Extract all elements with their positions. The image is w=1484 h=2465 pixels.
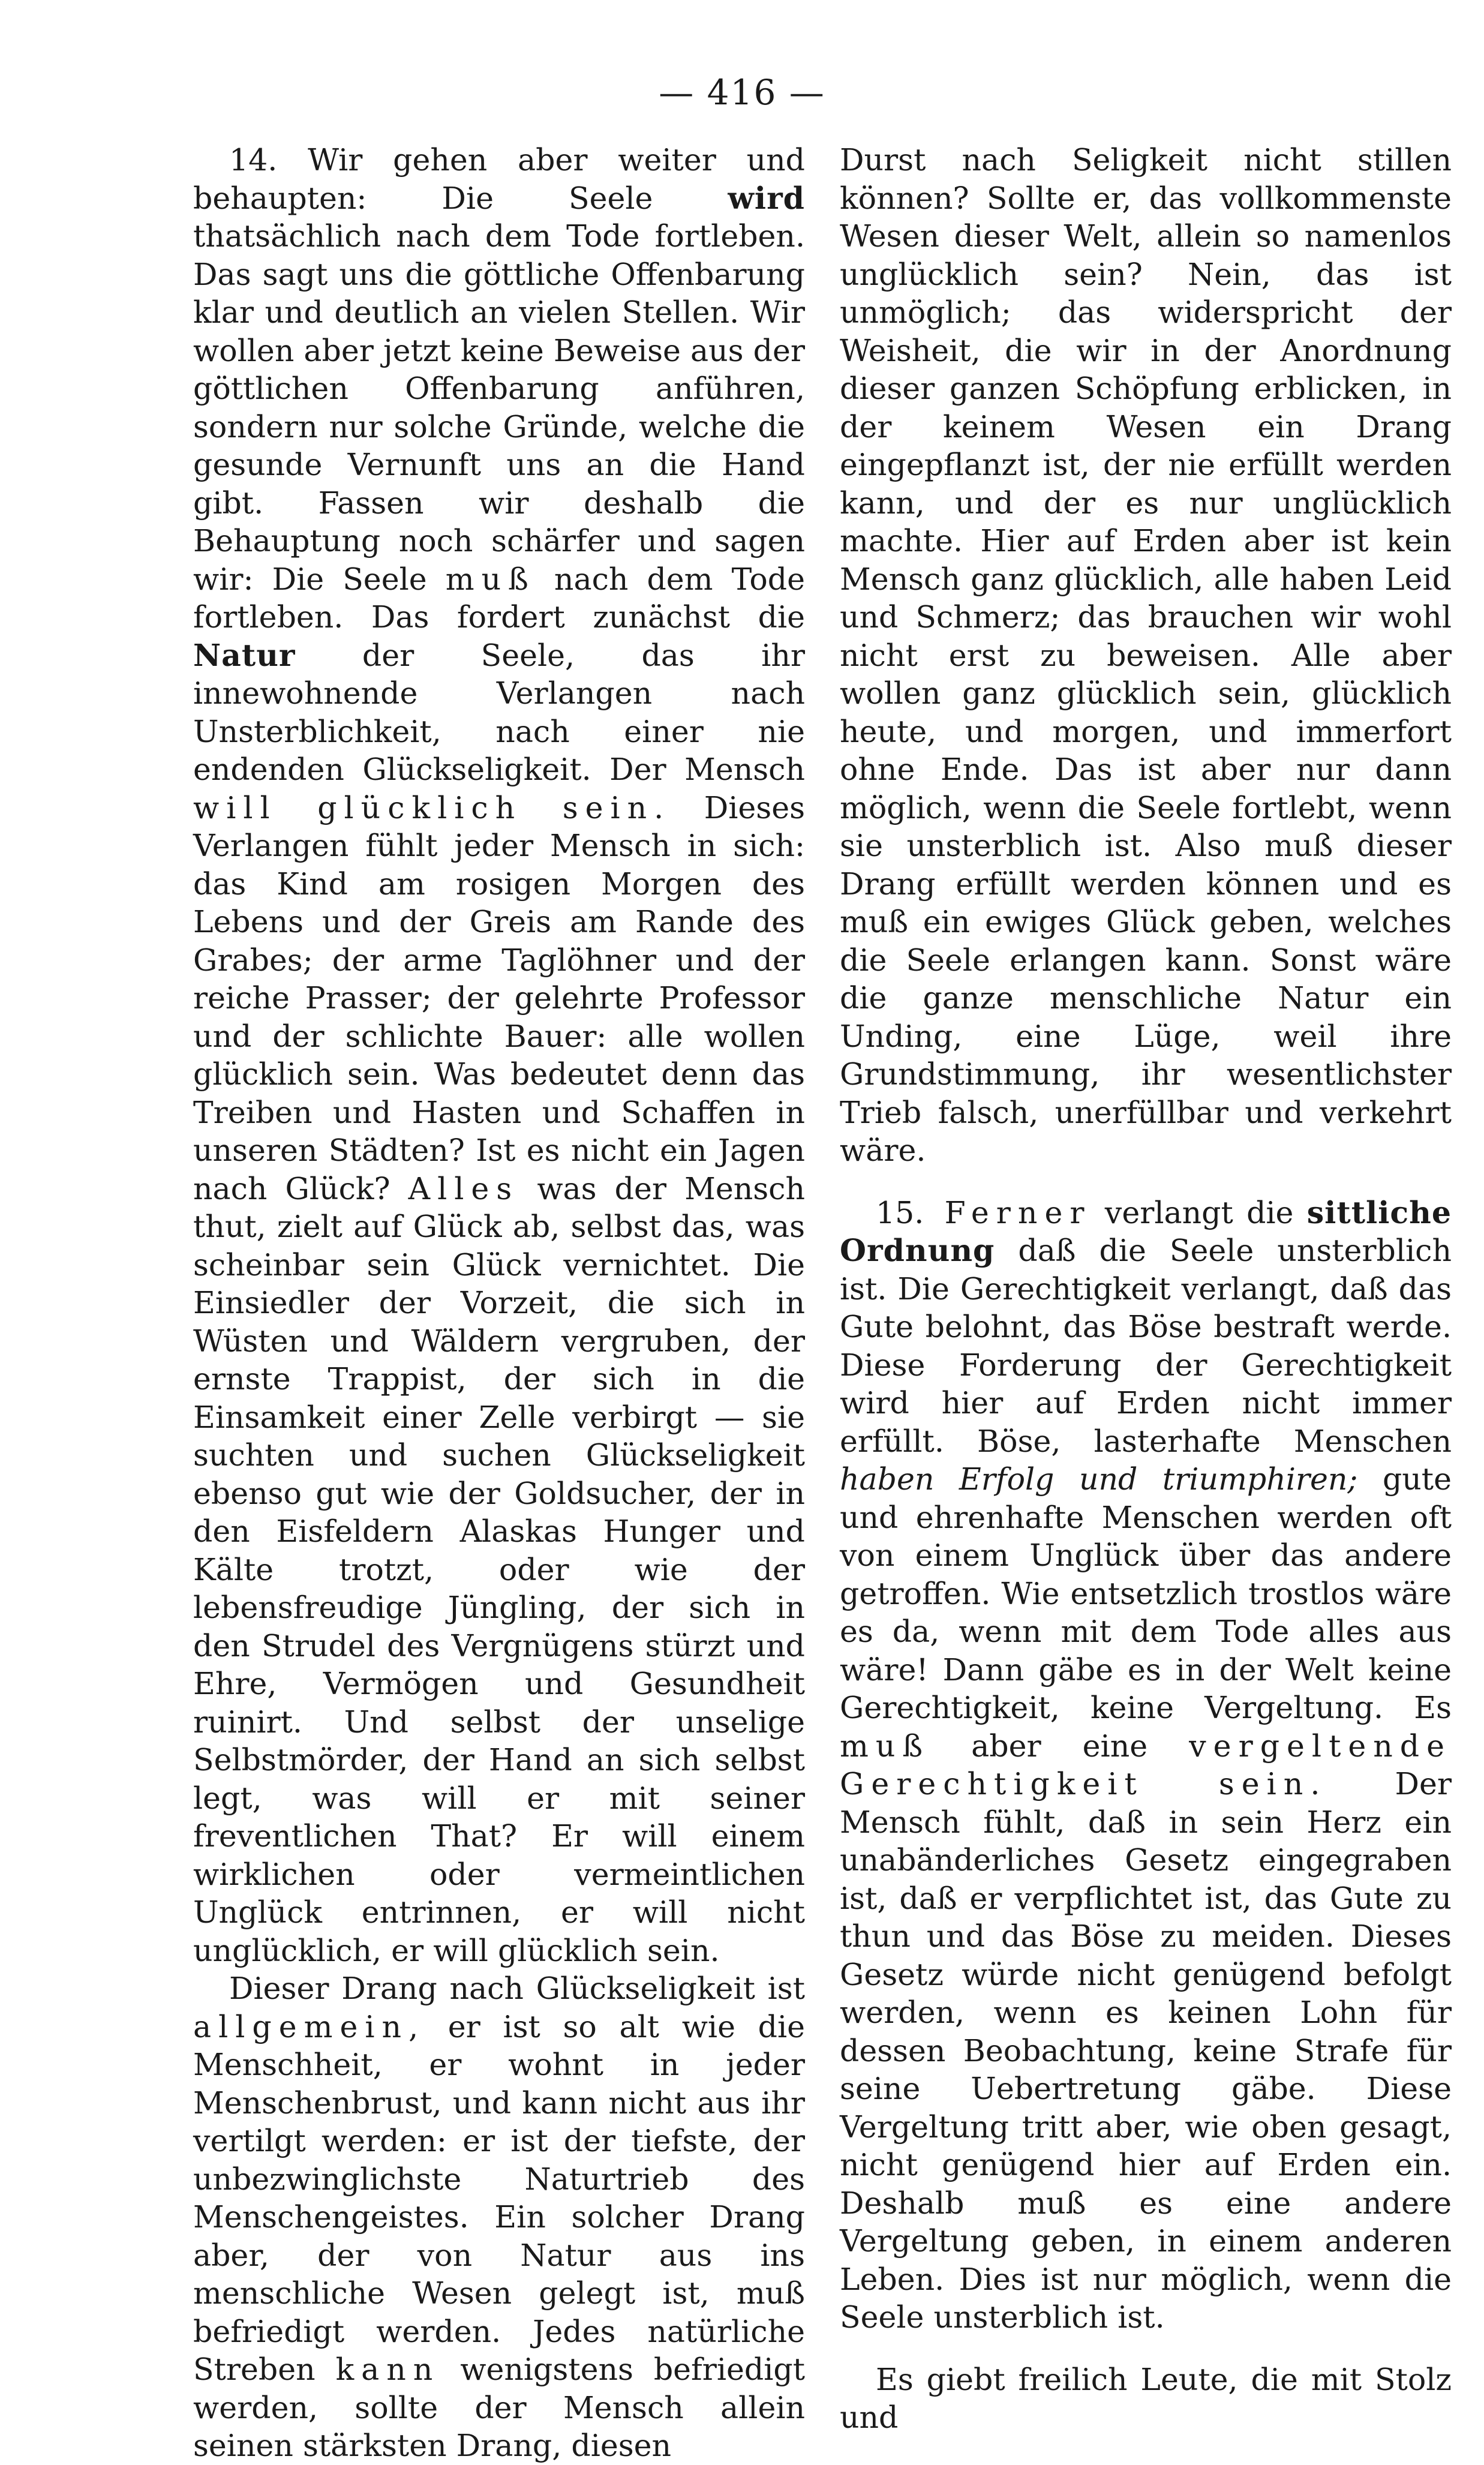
text-run: Dieses Verlangen fühlt jeder Mensch in sich: das Kind am rosigen Morgen des Lebens und der Greis am Rande des Grabes; der arme Taglöhner und der reiche Prasser; der gelehrte Professor und der schlichte Bauer: alle wollen glücklich sein. Was bedeutet denn das Treiben und Hasten und Schaffen in unseren Städten? Ist es nicht ein Jagen nach Glück?	[193, 789, 806, 1206]
emphasis-spaced: muß	[445, 561, 536, 597]
emphasis-spaced: muß	[840, 1728, 930, 1764]
paragraph-drang	[193, 1969, 805, 2465]
emphasis-bold: Natur	[193, 637, 296, 673]
text-run: er ist so alt wie die Menschheit, er wohnt in jeder Menschenbrust, und kann nicht aus ihr vertilgt werden: er ist der tiefste, der unbezwinglichste Naturtrieb des Menschengeistes. Ein solcher Drang aber, der von Natur aus ins menschliche Wesen gelegt ist, muß befriedigt werden. Jedes natürliche Streben	[193, 2008, 805, 2387]
emphasis-spaced: Alles	[408, 1170, 519, 1206]
text-run: nach dem Tode fortleben. Das fordert zunächst die	[193, 561, 806, 635]
text-run: verlangt die	[1091, 1194, 1307, 1230]
emphasis-spaced: kann	[335, 2352, 440, 2387]
emphasis-italic: haben Erfolg und triumphiren;	[840, 1461, 1358, 1497]
text-run: gute und ehrenhafte Menschen werden oft von einem Unglück über das andere getroffen. Wie entsetzlich trostlos wäre es da, wenn mit dem Tode alles aus wäre! Dann gäbe es in der Welt keine Gerechtigkeit, keine Vergeltung. Es	[840, 1461, 1452, 1725]
text-run: aber eine	[930, 1728, 1189, 1764]
right-column	[840, 141, 1452, 2437]
paragraph-number: 14.	[229, 142, 278, 178]
paragraph-leute: Es giebt freilich Leute, die mit Stolz und	[840, 2361, 1452, 2435]
page-number: — 416 —	[659, 72, 825, 113]
text-run: Wir gehen aber weiter und behaupten: Die Seele	[193, 142, 805, 216]
emphasis-spaced: vergeltende Gerechtigkeit sein.	[840, 1728, 1452, 1802]
text-run: der Seele, das ihr innewohnende Verlangen nach Unsterblichkeit, nach einer nie endenden Glückseligkeit. Der Mensch	[193, 637, 805, 787]
paragraph-15	[840, 1194, 1452, 2337]
text-run: was der Mensch thut, zielt auf Glück ab, selbst das, was scheinbar sein Glück vernichtet. Die Einsiedler der Vorzeit, die sich in Wüsten und Wäldern vergruben, der ernste Trappist, der sich in die Einsamkeit einer Zelle verbirgt — sie suchten und suchen Glückseligkeit ebenso gut wie der Goldsucher, der in den Eisfeldern Alaskas Hunger und Kälte trotzt, oder wie der lebensfreudige Jüngling, der sich in den Strudel des Vergnügens stürzt und Ehre, Vermögen und Gesundheit ruinirt. Und selbst der unselige Selbstmörder, der Hand an sich selbst legt, was will er mit seiner freventlichen That? Er will einem wirklichen oder vermeintlichen Unglück entrinnen, er will nicht unglücklich, er will glücklich sein.	[193, 1170, 805, 1968]
emphasis-spaced: allgemein,	[193, 2008, 426, 2044]
emphasis-bold: wird	[728, 180, 805, 216]
text-run: Dieser Drang nach Glückseligkeit ist	[229, 1971, 805, 2006]
text-run: thatsächlich nach dem Tode fortleben. Das sagt uns die göttliche Offenbarung klar und deutlich an vielen Stellen. Wir wollen aber jetzt keine Beweise aus der göttlichen Offenbarung anführen, sondern nur solche Gründe, welche die gesunde Vernunft uns an die Hand gibt. Fassen wir deshalb die Behauptung noch schärfer und sagen wir: Die Seele	[193, 218, 805, 597]
paragraph-continued: Durst nach Seligkeit nicht stillen können? Sollte er, das vollkommenste Wesen dieser Welt, allein so namenlos unglücklich sein? Nein, das ist unmöglich; das widerspricht der Weisheit, die wir in der Anordnung dieser ganzen Schöpfung erblicken, in der keinem Wesen ein Drang eingepflanzt ist, der nie erfüllt werden kann, und der es nur unglücklich machte. Hier auf Erden aber ist kein Mensch ganz glücklich, alle haben Leid und Schmerz; das brauchen wir wohl nicht erst zu beweisen. Alle aber wollen ganz glücklich sein, glücklich heute, und morgen, und immerfort ohne Ende. Das ist aber nur dann möglich, wenn die Seele fortlebt, wenn sie unsterblich ist. Also muß dieser Drang erfüllt werden können und es muß ein ewiges Glück geben, welches die Seele erlangen kann. Sonst wäre die ganze menschliche Natur ein Unding, eine Lüge, weil ihre Grundstimmung, ihr wesentlichster Trieb falsch, unerfüllbar und verkehrt wäre.	[840, 142, 1452, 1168]
text-run: wenigstens befriedigt werden, sollte der Mensch allein seinen stärksten Drang, diesen	[193, 2352, 805, 2463]
paragraph-number: 15.	[876, 1194, 924, 1230]
emphasis-spaced: will glücklich sein.	[193, 789, 671, 825]
paragraph-14	[193, 141, 805, 1969]
left-column	[193, 141, 805, 2465]
text-run: daß die Seele unsterblich ist. Die Gerechtigkeit verlangt, daß das Gute belohnt, das Böse bestraft werde. Diese Forderung der Gerechtigkeit wird hier auf Erden nicht immer erfüllt. Böse, lasterhafte Menschen	[840, 1233, 1452, 1459]
emphasis-bold: sittliche Ordnung	[840, 1194, 1452, 1268]
text-run: Der Mensch fühlt, daß in sein Herz ein unabänderliches Gesetz eingegraben ist, daß er verpflichtet ist, das Gute zu thun und das Böse zu meiden. Dieses Gesetz würde nicht genügend befolgt werden, wenn es keinen Lohn für dessen Beobachtung, keine Strafe für seine Uebertretung gäbe. Diese Vergeltung tritt aber, wie oben gesagt, nicht genügend hier auf Erden ein. Deshalb muß es eine andere Vergeltung geben, in einem anderen Leben. Dies ist nur möglich, wenn die Seele unsterblich ist.	[840, 1766, 1452, 2335]
emphasis-spaced: Ferner	[924, 1194, 1092, 1230]
